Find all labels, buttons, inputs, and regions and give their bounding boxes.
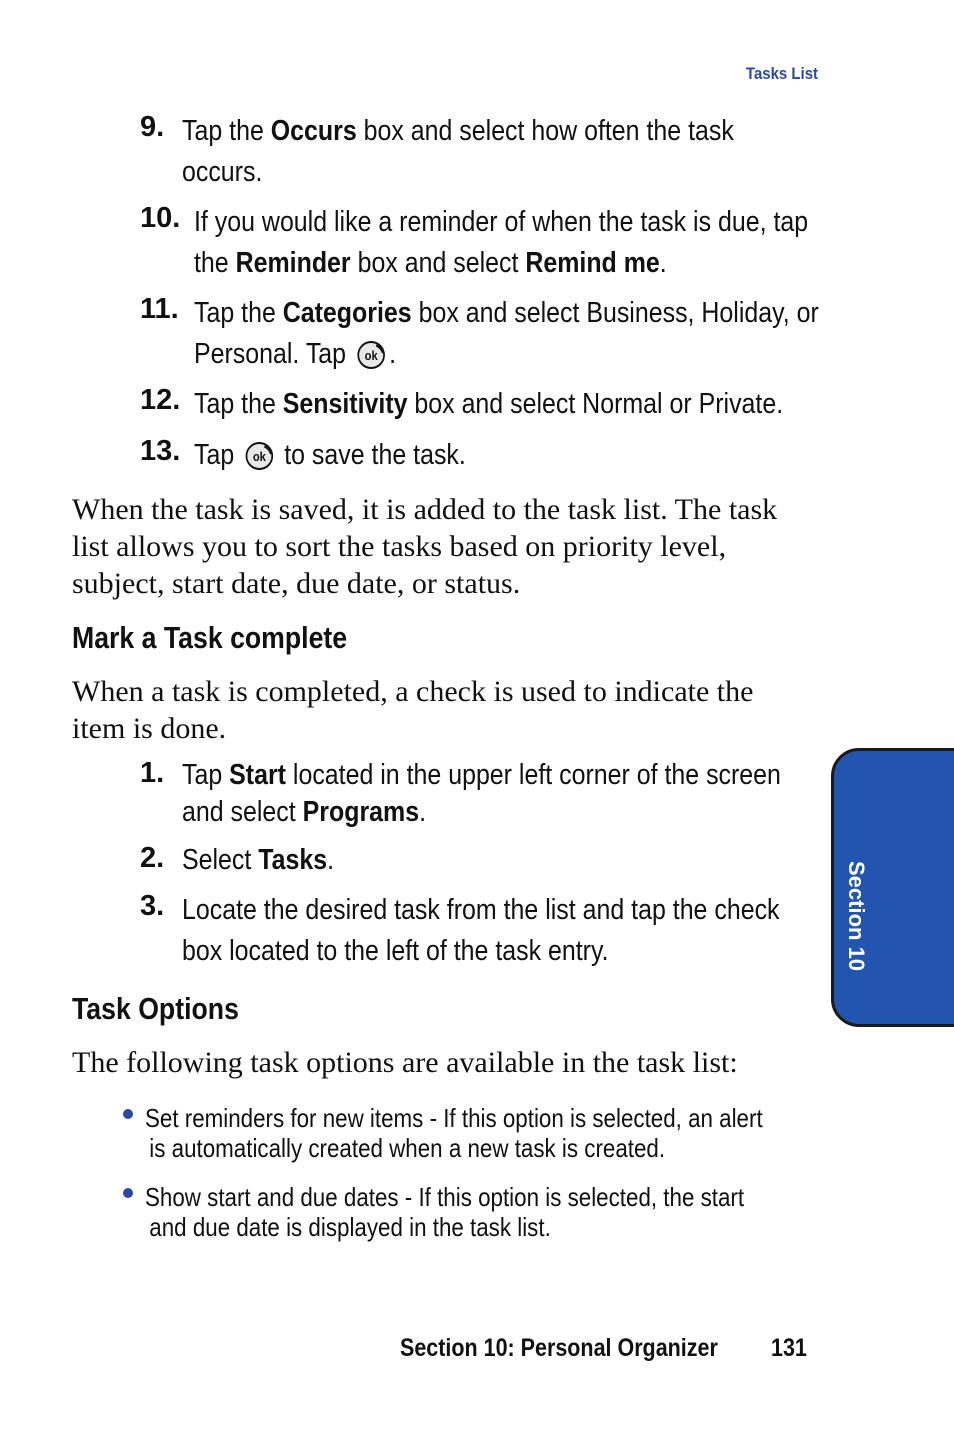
text-line: When the task is saved, it is added to the task list. The task xyxy=(72,493,778,526)
step-12-text xyxy=(194,384,783,425)
bullet-item xyxy=(145,1103,763,1163)
step-13-text xyxy=(194,435,466,476)
mark-step-2-text xyxy=(182,842,334,879)
text-run: Tap xyxy=(182,759,230,791)
step-number: 1. xyxy=(140,757,165,789)
text-run: to save the task. xyxy=(284,439,466,471)
ok-icon-label: ok xyxy=(252,449,266,465)
text-line: When a task is completed, a check is used to indicate the xyxy=(72,675,754,708)
text-line: and due date is displayed in the task list. xyxy=(149,1212,551,1242)
text-run: . xyxy=(659,247,667,279)
text-run: Locate the desired task from the list and tap the check xyxy=(182,894,780,926)
step-number: 3. xyxy=(140,890,165,922)
bullet-icon xyxy=(123,1188,133,1198)
text-run: box and select xyxy=(350,247,526,279)
text-run: Tap xyxy=(194,439,235,471)
step-11-text xyxy=(194,293,819,375)
section-intro: The following task options are available in the task list: xyxy=(72,1046,738,1079)
bullet-item xyxy=(145,1182,744,1242)
text-run: Tap the xyxy=(182,115,271,147)
section-heading: Task Options xyxy=(72,991,239,1026)
text-run: box and select Normal or Private. xyxy=(407,388,784,420)
ui-term: Categories xyxy=(282,297,412,329)
step-10-text xyxy=(194,202,808,284)
mark-step-1-text xyxy=(182,757,781,831)
ui-term: Start xyxy=(229,759,286,791)
running-header: Tasks List xyxy=(745,64,818,83)
text-run: Tap the xyxy=(194,388,283,420)
page-number: 131 xyxy=(771,1334,807,1362)
step-9-text xyxy=(182,111,734,193)
step-number: 12. xyxy=(140,384,181,416)
text-run: box and select Business, Holiday, or xyxy=(411,297,819,329)
ui-term: Remind me xyxy=(525,247,660,279)
text-run: the xyxy=(194,247,236,279)
text-run: . xyxy=(419,796,426,828)
step-number: 10. xyxy=(140,202,181,234)
ui-term: Occurs xyxy=(270,115,357,147)
text-line: list allows you to sort the tasks based on priority level, xyxy=(72,530,727,563)
ok-button-icon xyxy=(245,441,274,471)
ok-icon-label: ok xyxy=(364,348,378,364)
mark-step-3-text xyxy=(182,890,780,972)
step-number: 11. xyxy=(140,293,179,325)
step-number: 13. xyxy=(140,435,181,467)
ui-term: Tasks xyxy=(258,844,328,876)
text-run: box and select how often the task xyxy=(356,115,734,147)
section-heading: Mark a Task complete xyxy=(72,620,348,655)
footer-section-title: Section 10: Personal Organizer xyxy=(400,1334,718,1362)
step-number: 9. xyxy=(140,111,165,143)
text-run: Tap the xyxy=(194,297,283,329)
ui-term: Reminder xyxy=(235,247,351,279)
body-paragraph xyxy=(72,491,777,602)
text-line: Show start and due dates - If this option is selected, the start xyxy=(145,1182,745,1212)
text-run: Personal. Tap xyxy=(194,338,347,370)
section-intro xyxy=(72,673,753,747)
text-line: subject, start date, due date, or status. xyxy=(72,567,521,600)
text-run: . xyxy=(389,338,397,370)
text-run: located in the upper left corner of the screen xyxy=(285,759,781,791)
ui-term: Programs xyxy=(302,796,420,828)
section-tab-label xyxy=(843,861,869,913)
text-run: . xyxy=(327,844,335,876)
text-run: If you would like a reminder of when the task is due, tap xyxy=(194,206,809,238)
bullet-icon xyxy=(123,1109,133,1119)
ok-button-icon xyxy=(356,340,385,370)
text-run: occurs. xyxy=(182,156,263,188)
text-line: is automatically created when a new task is created. xyxy=(149,1133,666,1163)
text-run: Select xyxy=(182,844,259,876)
text-run: and select xyxy=(182,796,303,828)
ui-term: Sensitivity xyxy=(282,388,408,420)
text-run: box located to the left of the task entry. xyxy=(182,935,609,967)
text-line: Set reminders for new items - If this option is selected, an alert xyxy=(145,1103,763,1133)
text-line: item is done. xyxy=(72,712,227,745)
step-number: 2. xyxy=(140,842,165,874)
